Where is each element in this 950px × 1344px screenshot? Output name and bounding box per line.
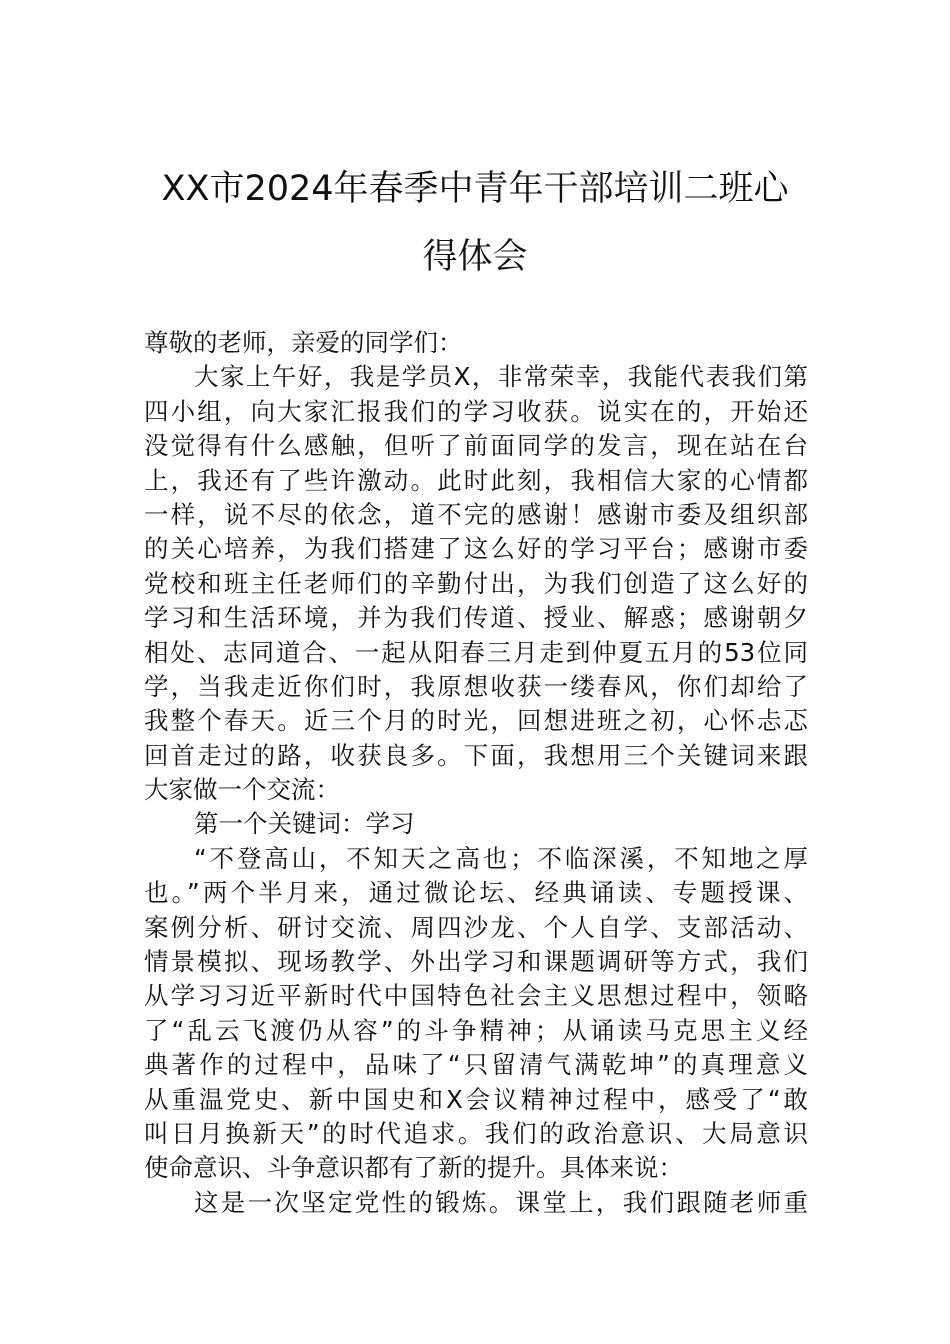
body-line: 我整个春天。近三个月的时光，回想进班之初，心怀忐忑 — [144, 706, 808, 736]
body-line: 大家做一个交流： — [144, 775, 340, 805]
body-line: 从学习习近平新时代中国特色社会主义思想过程中，领略 — [144, 981, 808, 1011]
body-line: 从重温党史、新中国史和X会议精神过程中，感受了“敢 — [144, 1084, 808, 1114]
body-line: 大家上午好，我是学员X，非常荣幸，我能代表我们第 — [194, 362, 808, 392]
body-line: 情景模拟、现场教学、外出学习和课题调研等方式，我们 — [144, 947, 808, 977]
body-line: 典著作的过程中，品味了“只留清气满乾坤”的真理意义 — [144, 1050, 808, 1080]
body-line: 回首走过的路，收获良多。下面，我想用三个关键词来跟 — [144, 740, 808, 770]
body-line: “不登高山，不知天之高也；不临深溪，不知地之厚 — [194, 843, 808, 873]
body-line: 也。”两个半月来，通过微论坛、经典诵读、专题授课、 — [144, 878, 808, 908]
body-line: 叫日月换新天”的时代追求。我们的政治意识、大局意识 — [144, 1118, 808, 1148]
body-line: 尊敬的老师，亲爱的同学们： — [144, 328, 463, 357]
body-line: 党校和班主任老师们的辛勤付出，为我们创造了这么好的 — [144, 568, 808, 598]
body-line: 一样，说不尽的依念，道不完的感谢！感谢市委及组织部 — [144, 499, 808, 529]
body-line: 四小组，向大家汇报我们的学习收获。说实在的，开始还 — [144, 396, 808, 426]
body-line: 相处、志同道合、一起从阳春三月走到仲夏五月的53位同 — [144, 637, 808, 667]
body-line: 使命意识、斗争意识都有了新的提升。具体来说： — [144, 1153, 683, 1183]
body-line: 上，我还有了些许激动。此时此刻，我相信大家的心情都 — [144, 465, 808, 495]
document-title-line-1: XX市2024年春季中青年干部培训二班心 — [161, 169, 789, 209]
body-line: 这是一次坚定党性的锻炼。课堂上，我们跟随老师重 — [194, 1187, 808, 1217]
document-title-line-2: 得体会 — [422, 237, 528, 277]
document-body — [144, 326, 808, 1220]
body-line: 第一个关键词：学习 — [194, 809, 415, 839]
body-line: 案例分析、研讨交流、周四沙龙、个人自学、支部活动、 — [144, 912, 808, 942]
body-line: 学习和生活环境，并为我们传道、授业、解惑；感谢朝夕 — [144, 603, 808, 633]
body-line: 的关心培养，为我们搭建了这么好的学习平台；感谢市委 — [144, 534, 808, 564]
body-line: 没觉得有什么感触，但听了前面同学的发言，现在站在台 — [144, 431, 808, 461]
body-line: 学，当我走近你们时，我原想收获一缕春风，你们却给了 — [144, 671, 808, 701]
body-line: 了“乱云飞渡仍从容”的斗争精神；从诵读马克思主义经 — [144, 1015, 808, 1045]
